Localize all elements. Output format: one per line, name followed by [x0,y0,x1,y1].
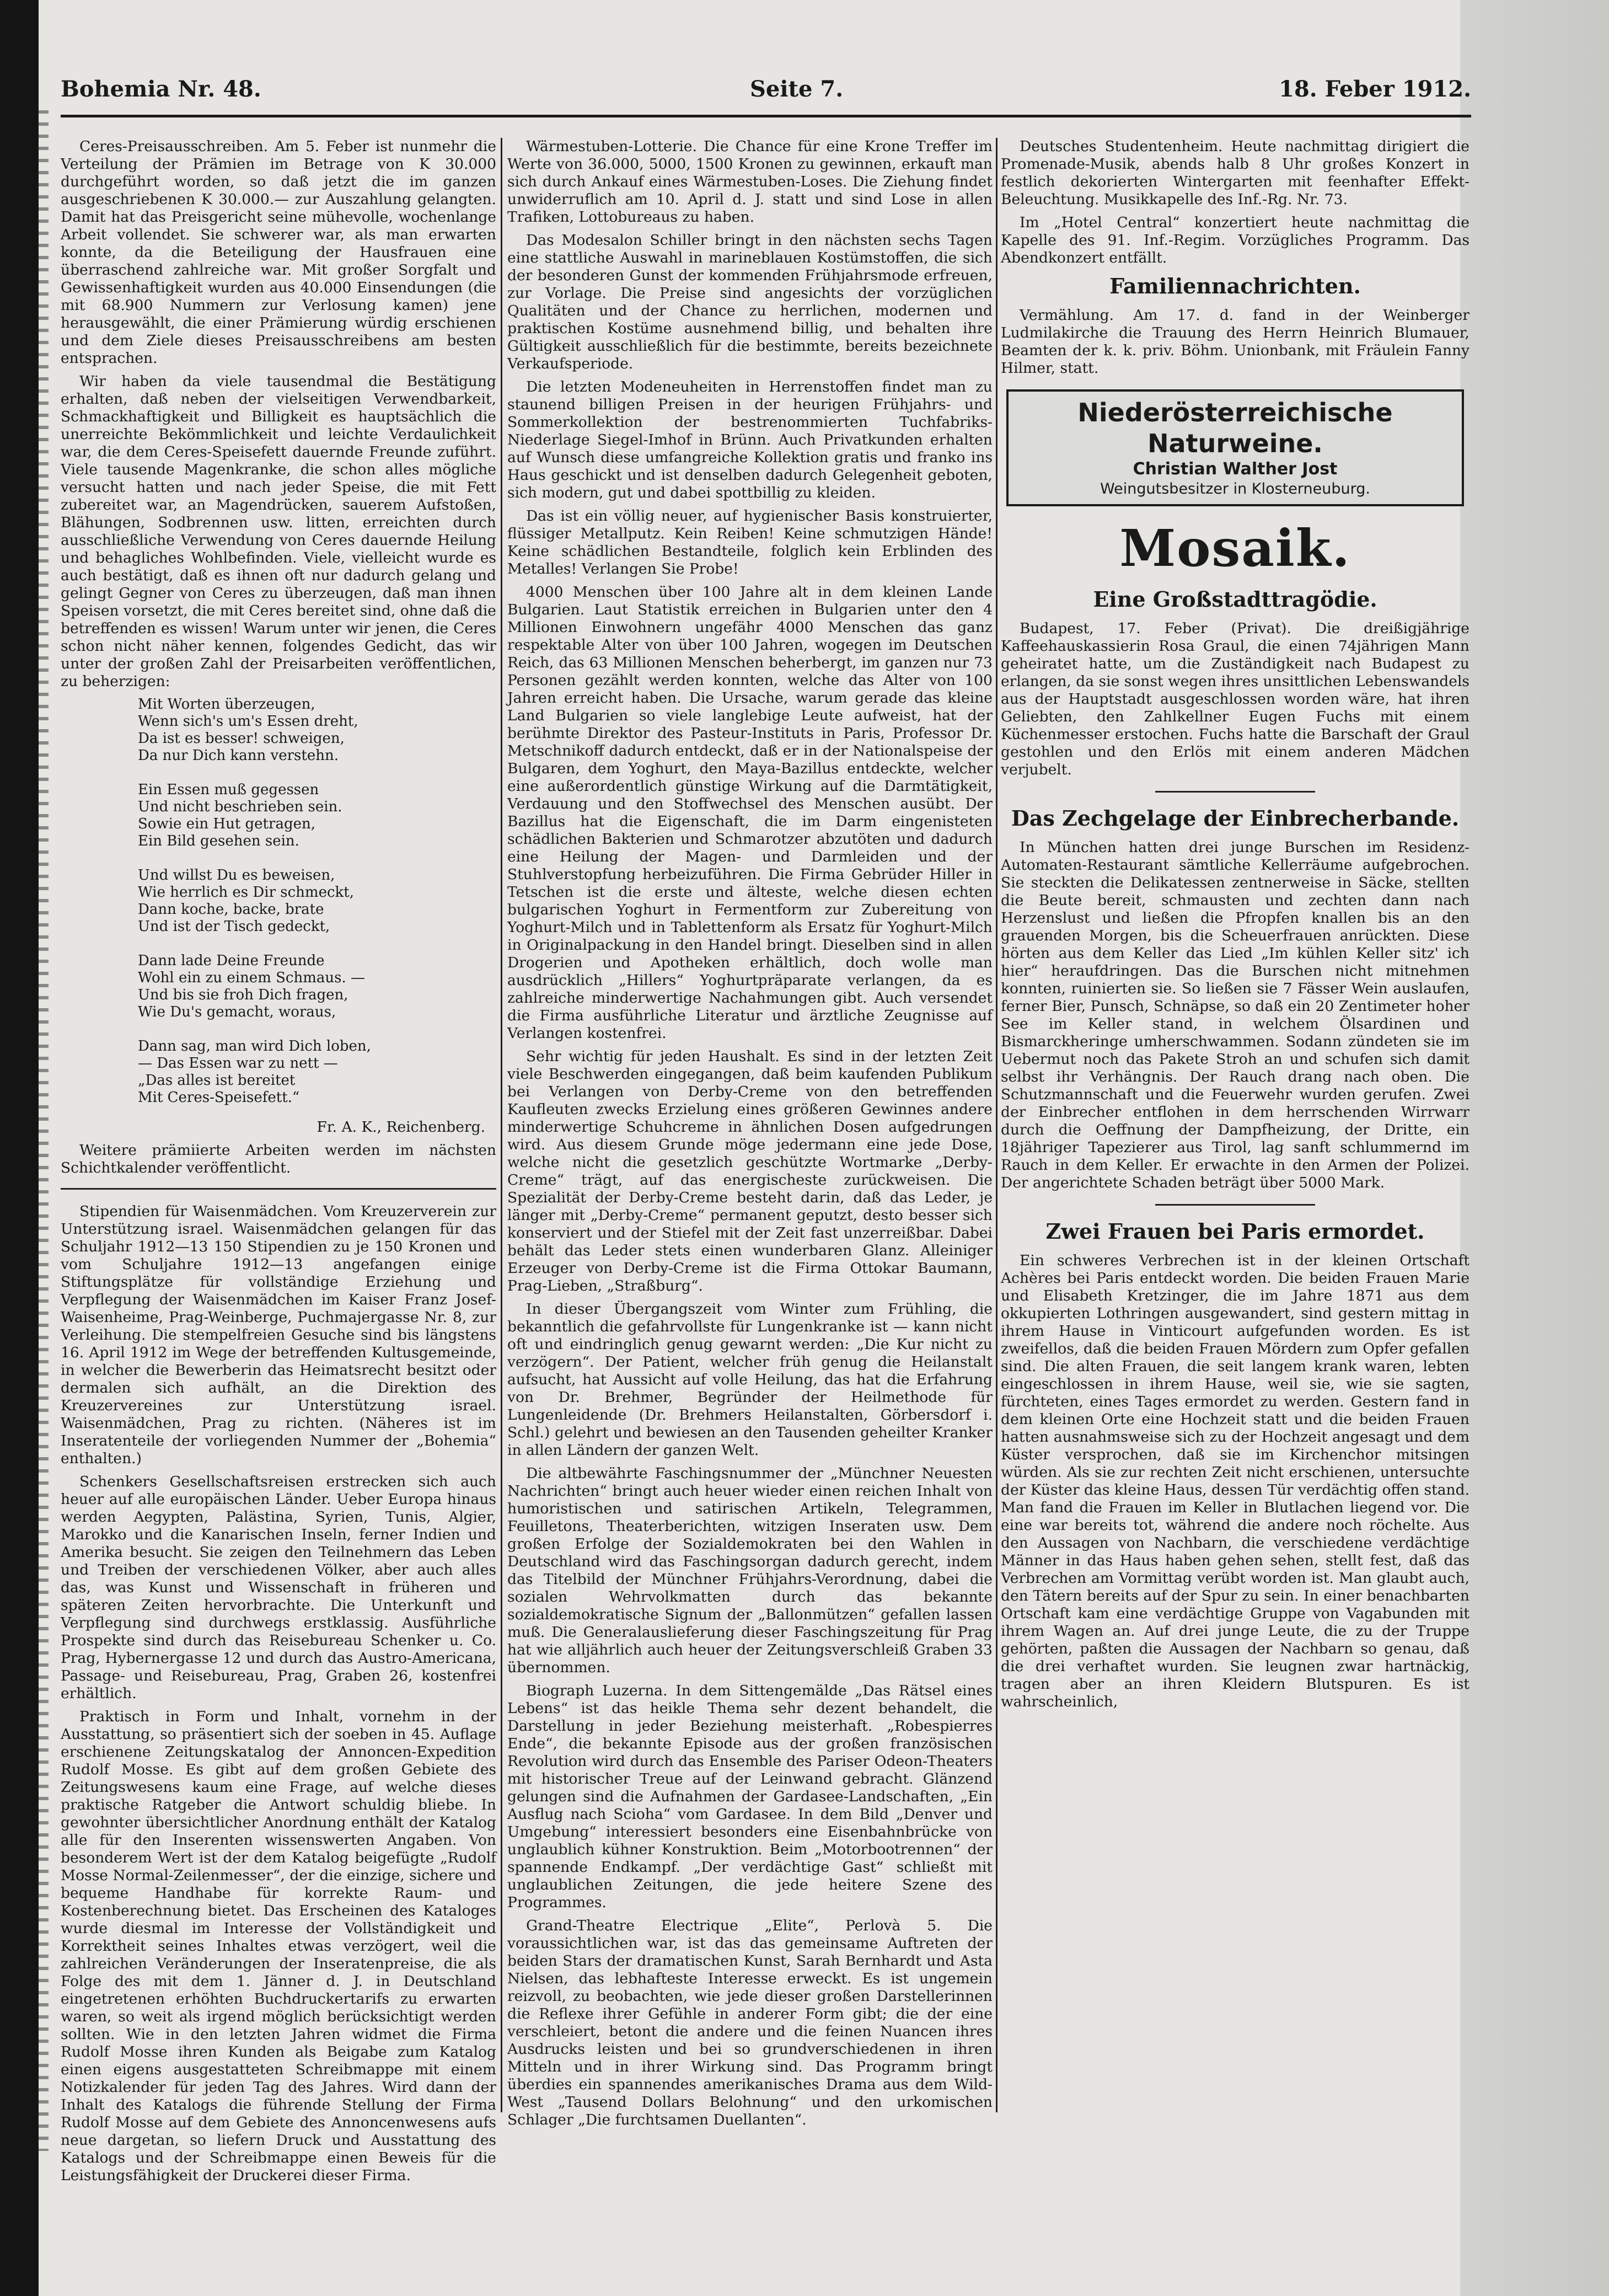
newspaper-issue: Bohemia Nr. 48. [61,76,261,102]
page-header [61,71,1471,109]
poem-signature: Fr. A. K., Reichenberg. [317,1118,485,1136]
poem-line: Wie herrlich es Dir schmeckt, [138,884,354,901]
article-separator [1155,791,1315,793]
article-schenker: Schenkers Gesellschaftsreisen erstrecken sich auch heuer auf alle europäischen Länder. Ueber Europa hinaus werden Aegypten, Palästina, Syrien, Tunis, Algier, Marokko und die Kanarischen Inseln, ferner Indien und Amerika besucht. Sie zeigen den Teilnehmern das Leben und Treiben der verschiedenen Völker, aber auch alles das, was Kunst und Wissenschaft in früheren und späteren Zeiten hervorbrachte. Die Unterkunft und Verpflegung sind durchwegs erstklassig. Ausführliche Prospekte sind durch das Reisebureau Schenker u. Co. Prag, Hybernergasse 12 und durch das Austro-Americana, Passage- und Reisebureau, Prag, Graben 26, kostenfrei erhältlich. [61,1473,496,1702]
column-2 [507,138,993,2128]
poem-line: Sowie ein Hut getragen, [138,816,315,832]
article-lotterie: Wärmestuben-Lotterie. Die Chance für eine Krone Treffer im Werte von 36.000, 5000, 1500 Kronen zu gewinnen, erkauft man sich durch Ankauf eines Wärmestuben-Loses. Die Ziehung findet unwiderruflich am 10. April d. J. statt und sind Lose in allen Trafiken, Lottobureaus zu haben. [507,138,993,226]
poem-line [138,1021,496,1038]
article-brehmer: In dieser Übergangszeit vom Winter zum Frühling, die bekanntlich die gefahrvollste für Lungenkranke ist — kann nicht oft und eindringlich genug gewarnt werden: „Die Kur nicht zu verzögern“. Der Patient, welcher früh genug die Heilanstalt aufsucht, hat Aussicht auf volle Heilung, das hat die Erfahrung von Dr. Brehmer, Begründer der Heilmethode für Lungenleidende (Dr. Brehmers Heilanstalten, Görbersdorf i. Schl.) gelehrt und bewiesen an den Tausenden geheilter Kranker in allen Ländern der ganzen Welt. [507,1300,993,1459]
section-title-mosaik: Mosaik. [1119,518,1351,578]
binding-shadow [0,0,39,2296]
poem-line [138,764,496,782]
article-burglars: In München hatten drei junge Burschen im Residenz-Automaten-Restaurant sämtliche Kellerräume aufgebrochen. Sie steckten die Delikatessen zentnerweise in Säcke, stellten die Beute bereit, schmausten und zechten dann nach Herzenslust und ließen die Pfropfen knallen bis an den grauenden Morgen, bis die Scheuerfrauen anrückten. Diese hörten aus dem Keller das Lied „Im kühlen Keller sitz' ich hier“ heraufdringen. Das die Burschen nicht mitnehmen konnten, ruinierten sie. So ließen sie 7 Fässer Wein auslaufen, ferner Bier, Punsch, Schnäpse, so daß ein 20 Zentimeter hoher See im Keller stand, in welchem Ölsardinen und Bismarckheringe umherschwammen. Sodann zündeten sie im Uebermut noch das Pakete Stroh an und schufen sich damit selbst ihr Verhängnis. Der Rauch drang nach oben. Die Schutzmannschaft und die Feuerwehr wurden gerufen. Zwei der Einbrecher entflohen in dem herrschenden Wirrwarr durch die Oeffnung der Dampfheizung, der Dritte, ein 18jähriger Tapezierer aus Tirol, lag sanft schlummernd im Rauch in dem Keller. Er erwachte in den Armen der Polizei. Der angerichtete Schaden beträgt über 5000 Mark. [1001,839,1469,1191]
ceres-poem [138,696,496,1106]
article-paris-murder: Ein schweres Verbrechen ist in der kleinen Ortschaft Achères bei Paris entdeckt worden. Die beiden Frauen Marie und Elisabeth Kretzinger, die im Jahre 1871 aus dem okkupierten Lothringen ausgewandert, sind gestern mittag in ihrem Hause in Vinticourt aufgefunden worden. Es ist zweifellos, daß die beiden Frauen Mördern zum Opfer gefallen sind. Die alten Frauen, die seit langem krank waren, lebten eingeschlossen in ihrem Hause, weil sie, wie sie sagten, fürchteten, eines Tages ermordet zu werden. Gestern fand in dem kleinen Orte eine Hochzeit statt und die beiden Frauen hatten ausnahmsweise sich zu der Hochzeit angesagt und dem Küster versprochen, daß sie im Kirchenchor mitsingen würden. Als sie zur rechten Zeit nicht erschienen, untersuchte der Küster das kleine Haus, dessen Tür verdächtig offen stand. Man fand die Frauen im Keller in Blutlachen liegend vor. Die eine war bereits tot, während die andere noch röchelte. Aus den Aussagen von Nachbarn, die verschiedene verdächtige Männer in das Haus haben gehen sehen, stellt fest, daß das Verbrechen am Vormittag verübt worden ist. Man glaubt auch, den Tätern bereits auf der Spur zu sein. In einer benachbarten Ortschaft kam eine verdächtige Gruppe von Vagabunden mit ihrem Wagen an. Auf drei junge Leute, die zu der Truppe gehörten, paßten die Aussagen der Nachbarn so genau, daß die drei verhaftet wurden. Sie leugnen zwar hartnäckig, tragen aber an ihren Kleidern Blutspuren. Es ist wahrscheinlich, [1001,1252,1469,1710]
article-herrenstoffe: Die letzten Modeneuheiten in Herrenstoffen findet man zu staunend billigen Preisen in der heurigen Frühjahrs- und Sommerkollektion der bestrenommierten Tuchfabriks-Niederlage Siegel-Imhof in Brünn. Auch Privatkunden erhalten auf Wunsch diese umfangreiche Kollektion gratis und franko ins Haus geschickt und ist denselben dadurch Gelegenheit geboten, sich modern, gut und dabei spottbillig zu kleiden. [507,378,993,501]
article-derby-creme: Sehr wichtig für jeden Haushalt. Es sind in der letzten Zeit viele Beschwerden eingegangen, daß beim kaufenden Publikum bei Verlangen von Derby-Creme von den betreffenden Kaufleuten zwecks Erzielung eines größeren Gewinnes andere minderwertige Schuhcreme in ähnlichen Dosen aufgedrungen wird. Aus diesem Grunde möge jedermann eine jede Dose, welche nicht die gesetzlich geschützte Wortmarke „Derby-Creme“ trägt, auf das energischeste zurückweisen. Die Spezialität der Derby-Creme besteht darin, daß das Leder, je länger mit „Derby-Creme“ permanent geputzt, desto besser sich konserviert und der Stiefel mit der Zeit fast unzerreißbar. Dabei behält das Leder stets einen wunderbaren Glanz. Alleiniger Erzeuger von Derby-Creme ist die Firma Ottokar Baumann, Prag-Lieben, „Straßburg“. [507,1048,993,1294]
ad-vendor: Christian Walther Jost [1133,459,1338,479]
headline-burglars: Das Zechgelage der Einbrecherbande. [1011,806,1460,831]
adjacent-page-edge [39,110,49,2151]
section-title-family: Familiennachrichten. [1109,274,1361,298]
section-rule [61,1188,496,1190]
poem-line: Und bis sie froh Dich fragen, [138,987,348,1003]
article-hotel-central: Im „Hotel Central“ konzertiert heute nachmittag die Kapelle des 91. Inf.-Regim. Vorzügliches Programm. Das Abendkonzert entfällt. [1001,214,1469,266]
header-rule [61,115,1471,117]
column-divider [501,138,502,2112]
poem-line: Wie Du's gemacht, woraus, [138,1004,336,1020]
poem-line: Und nicht beschrieben sein. [138,799,342,815]
poem-line: Dann lade Deine Freunde [138,952,325,969]
article-separator [1155,1204,1315,1206]
poem-line [138,850,496,867]
poem-line: Und ist der Tisch gedeckt, [138,918,330,935]
article-modesalon: Das Modesalon Schiller bringt in den nächsten sechs Tagen eine stattliche Auswahl in marineblauen Kostümstoffen, die sich der besonderen Gunst der kommenden Frühjahrsmode erfreuen, zur Vorlage. Die Preise sind angesichts der vorzüglichen Qualitäten und der Chance zu herrlichen, modernen und praktischen Kostüme ausnehmend billig, und behalten ihre Gültigkeit ausschließlich für die bestimmte, bereits bezeichnete Verkaufsperiode. [507,232,993,372]
ad-headline: Niederösterreichische Naturweine. [1077,398,1393,458]
poem-line: Dann sag, man wird Dich loben, [138,1038,371,1055]
headline-paris-murder: Zwei Frauen bei Paris ermordet. [1045,1219,1425,1244]
poem-line: Ein Essen muß gegessen [138,782,319,798]
poem-line: Da ist es besser! schweigen, [138,730,345,747]
poem-line: Dann koche, backe, brate [138,901,324,918]
issue-date: 18. Feber 1912. [1279,76,1471,102]
article-faschingsnummer: Die altbewährte Faschingsnummer der „Münchner Neuesten Nachrichten“ bringt auch heuer wieder einen reichen Inhalt von humoristischen und satirischen Artikeln, Telegrammen, Feuilletons, Theaterberichten, witzigen Inseraten usw. Dem großen Erfolge der Sozialdemokraten bei den Wahlen in Deutschland wird das Faschingsorgan dadurch gerecht, indem das Titelbild der Münchner Frühjahrs-Verordnung, dabei die sozialen Wehrvolkmatten durch das bekannte sozialdemokratische Signum der „Ballonmützen“ gefallen lassen muß. Die Generalauslieferung dieser Faschingszeitung für Prag hat wie alljährlich auch heuer der Zeitungsverschleiß Graben 33 übernommen. [507,1465,993,1676]
article-grand-theatre: Grand-Theatre Electrique „Elite“, Perlovà 5. Die voraussichtlichen war, ist das das gemeinsame Auftreten der beiden Stars der dramatischen Kunst, Sarah Bernhardt und Asta Nielsen, das lebhafteste Interesse erweckt. Es ist ungemein reizvoll, zu beobachten, wie jede dieser großen Darstellerinnen die Reflexe ihrer Gefühle in anderer Form gibt; die der eine verschleiert, betont die andere und die feinen Nuancen ihres Ausdrucks leisten und bei so grundverschiedenen in ihren Mitteln und in ihrer Wirkung sind. Das Programm bringt überdies ein spannendes amerikanisches Drama aus dem Wild-West „Tausend Dollars Belohnung“ und den urkomischen Schlager „Die furchtsamen Duellanten“. [507,1917,993,2128]
article-tragedy: Budapest, 17. Feber (Privat). Die dreißigjährige Kaffeehauskassierin Rosa Graul, die einen 74jährigen Mann geheiratet hatte, um die Zuständigkeit nach Budapest zu erlangen, da sie sonst wegen ihres unsittlichen Lebenswandels aus der Hauptstadt ausgeschlossen worden wäre, hat ihren Geliebten, den Zahlkellner Eugen Fuchs mit einem Küchenmesser erstochen. Fuchs hatte die Barschaft der Graul gestohlen und den Erlös mit einem anderen Mädchen verjubelt. [1001,620,1469,778]
poem-line: — Das Essen war zu nett — [138,1055,338,1072]
article-ceres-results: Ceres-Preisausschreiben. Am 5. Feber ist nunmehr die Verteilung der Prämien im Betrage von K 30.000 durchgeführt worden, so daß jetzt die im ganzen ausgeschriebenen K 30.000.— zur Auszahlung gelangten. Damit hat das Preisgericht seine mühevolle, wochenlange Arbeit vollendet. Sie schwerer war, als man erwarten konnte, da die Beteiligung der Hausfrauen eine überraschend zahlreiche war. Mit großer Sorgfalt und Gewissenhaftigkeit wurden aus 40.000 Einsendungen (die mit 68.900 Nummern zur Verlosung kamen) jene herausgewählt, die einer Prämierung würdig erschienen und dem Ziele dieses Preisausschreibens am besten entsprachen. [61,138,496,367]
wine-advertisement [1006,389,1464,506]
headline-tragedy: Eine Großstadttragödie. [1093,587,1377,612]
poem-line: „Das alles ist bereitet [138,1072,296,1089]
column-1 [61,138,496,2184]
page-margin [1460,0,1609,2296]
notice-wedding: Vermählung. Am 17. d. fand in der Weinberger Ludmilakirche die Trauung des Herrn Heinrich Blumauer, Beamten der k. k. priv. Böhm. Unionbank, mit Fräulein Fanny Hilmer, statt. [1001,307,1469,377]
poem-line: Ein Bild gesehen sein. [138,833,299,849]
ad-location: Weingutsbesitzer in Klosterneuburg. [1100,480,1370,497]
column-3 [1001,138,1469,2112]
poem-line: Mit Ceres-Speisefett.“ [138,1089,300,1106]
article-ceres-body: Wir haben da viele tausendmal die Bestätigung erhalten, daß neben der vielseitigen Verwendbarkeit, Schmackhaftigkeit und Billigkeit es hauptsächlich die unerreichte Bekömmlichkeit und leichte Verdaulichkeit war, die dem Ceres-Speisefett dauernde Freunde zuführt. Viele tausende Magenkranke, die schon alles mögliche versucht hatten und nach jeder Speise, die mit Fett zubereitet war, an Magendrücken, sauerem Aufstoßen, Blähungen, Sodbrennen usw. litten, erreichten durch ausschließliche Verwendung von Ceres dauernde Heilung und behagliches Wohlbefinden. Viele, vielleicht wurde es auch bestätigt, daß es ihnen oft nur dadurch gelang und gelingt Gegner von Ceres zu überzeugen, daß man ihnen Speisen vorsetzt, die mit Ceres bereitet sind, ohne daß die betreffenden es wissen! Warum unter wir jenen, die Ceres schon nicht näher kennen, folgendes Gedicht, das wir unter der großen Zahl der Preisarbeiten veröffentlichen, zu beherzigen: [61,373,496,690]
article-mosse-katalog: Praktisch in Form und Inhalt, vornehm in der Ausstattung, so präsentiert sich der soeben in 45. Auflage erschienene Zeitungskatalog der Annoncen-Expedition Rudolf Mosse. Es gibt auf dem großen Gebiete des Zeitungswesens kaum eine Frage, auf welche dieses praktische Ratgeber die Antwort schuldig bliebe. In gewohnter übersichtlicher Anordnung enthält der Katalog alle für den Inserenten wissenswerten Angaben. Von besonderem Wert ist der dem Katalog beigefügte „Rudolf Mosse Normal-Zeilenmesser“, der die einzige, sichere und bequeme Handhabe für korrekte Raum- und Kostenberechnung bietet. Das Erscheinen des Kataloges wurde diesmal im Interesse der Vollständigkeit und Korrektheit seines Inhaltes etwas verzögert, weil die zahlreichen Veränderungen der Inseratenpreise, die als Folge des mit dem 1. Jänner d. J. in Deutschland eingetretenen erhöhten Buchdruckertarifs zu erwarten waren, so weit als irgend möglich berücksichtigt werden sollten. Wie in den letzten Jahren widmet die Firma Rudolf Mosse ihren Kunden als Beigabe zum Katalog einen eigens ausgestatteten Schreibmappe mit einem Notizkalender für jeden Tag des Jahres. Wird dann der Inhalt des Katalogs die führende Stellung der Firma Rudolf Mosse auf dem Gebiete des Annoncenwesens aufs neue dargetan, so liefern Druck und Ausstattung des Katalogs und der Schreibmappe einen Beweis für die Leistungsfähigkeit der Druckerei dieser Firma. [61,1708,496,2184]
poem-line [138,935,496,952]
poem-line: Und willst Du es beweisen, [138,867,335,884]
poem-line: Wenn sich's um's Essen dreht, [138,713,358,730]
article-biograph: Biograph Luzerna. In dem Sittengemälde „Das Rätsel eines Lebens“ ist das heikle Thema sehr dezent behandelt, die Darstellung in jeder Beziehung meisterhaft. „Robespierres Ende“, die bekannte Episode aus der großen französischen Revolution wird durch das Ensemble des Pariser Odeon-Theaters mit historischer Treue auf der Leinwand gebracht. Glänzend gelungen sind die Aufnahmen der Gardasee-Landschaften, „Ein Ausflug nach Scioha“ vom Gardasee. In dem Bild „Denver und Umgebung“ interessiert besonders eine Eisenbahnbrücke von unglaublich kühner Konstruktion. Beim „Motorbootrennen“ der spannende Endkampf. „Der verdächtige Gast“ schließt mit unglaublichen Zeitungen, die jede heitere Szene des Programmes. [507,1682,993,1911]
article-bulgarien: 4000 Menschen über 100 Jahre alt in dem kleinen Lande Bulgarien. Laut Statistik erreichen in Bulgarien unter den 4 Millionen Einwohnern ungefähr 4000 Menschen das ganz respektable Alter von über 100 Jahren, wogegen im Deutschen Reich, das 63 Millionen Menschen beherbergt, im ganzen nur 73 Personen gezählt werden konnten, welche das Alter von 100 Jahren erreicht haben. Die Ursache, warum gerade das kleine Land Bulgarien so viele langlebige Leute aufweist, hat der berühmte Direktor des Pasteur-Instituts in Paris, Professor Dr. Metschnikoff dadurch entdeckt, daß er in der Nationalspeise der Bulgaren, dem Yoghurt, den Maya-Bazillus entdeckte, welcher eine außerordentlich günstige Wirkung auf die Darmtätigkeit, Verdauung und den Stoffwechsel des Menschen ausübt. Der Bazillus hat die Eigenschaft, die im Darm eingenisteten schädlichen Bakterien und Schmarotzer abzutöten und dadurch eine Heilung der Magen- und Darmleiden und der Stuhlverstopfung herbeizuführen. Die Firma Gebrüder Hiller in Tetschen ist die erste und älteste, welche diesen echten bulgarischen Yoghurt in Fermentform zur Zubereitung von Yoghurt-Milch und in Tablettenform als Ersatz für Yoghurt-Milch in Originalpackung in den Handel bringt. Dieselben sind in allen Drogerien und Apotheken erhältlich, doch wolle man ausdrücklich „Hillers“ Yoghurtpräparate verlangen, da es zahlreiche minderwertige Nachahmungen gibt. Auch versendet die Firma ausführliche Literatur und ärztliche Zeugnisse auf Verlangen kostenfrei. [507,584,993,1042]
article-studentenheim: Deutsches Studentenheim. Heute nachmittag dirigiert die Promenade-Musik, abends halb 8 Uhr großes Konzert in festlich dekorierten Wintergarten mit feenhafter Effekt-Beleuchtung. Musikkapelle des Inf.-Rg. Nr. 73. [1001,138,1469,208]
poem-line: Wohl ein zu einem Schmaus. — [138,970,366,986]
poem-line: Mit Worten überzeugen, [138,696,315,713]
poem-line: Da nur Dich kann verstehn. [138,747,339,764]
article-stipendien: Stipendien für Waisenmädchen. Vom Kreuzerverein zur Unterstützung israel. Waisenmädchen gelangen für das Schuljahr 1912—13 150 Stipendien zu je 150 Kronen und vom Schuljahre 1912—13 angefangen einige Stiftungsplätze für vollständige Erziehung und Verpflegung der Waisenmädchen im Kaiser Franz Josef-Waisenheime, Prag-Weinberge, Puchmajergasse Nr. 8, zur Verleihung. Die stempelfreien Gesuche sind bis längstens 16. April 1912 im Wege der betreffenden Kultusgemeinde, in welcher die Bewerberin das Heimatsrecht besitzt oder dermalen sich aufhält, an die Direktion des Kreuzervereines zur Unterstützung israel. Waisenmädchen, Prag zu richten. (Näheres ist im Inseratenteile der vorliegenden Nummer der „Bohemia“ enthalten.) [61,1203,496,1467]
article-ceres-note: Weitere prämiierte Arbeiten werden im nächsten Schichtkalender veröffentlicht. [61,1142,496,1176]
page-number: Seite 7. [750,76,844,102]
article-metallputz: Das ist ein völlig neuer, auf hygienischer Basis konstruierter, flüssiger Metallputz. Kein Reiben! Keine schmutzigen Hände! Keine schädlichen Bestandteile, folglich kein Erblinden des Metalles! Verlangen Sie Probe! [507,507,993,577]
column-divider [996,138,997,2112]
